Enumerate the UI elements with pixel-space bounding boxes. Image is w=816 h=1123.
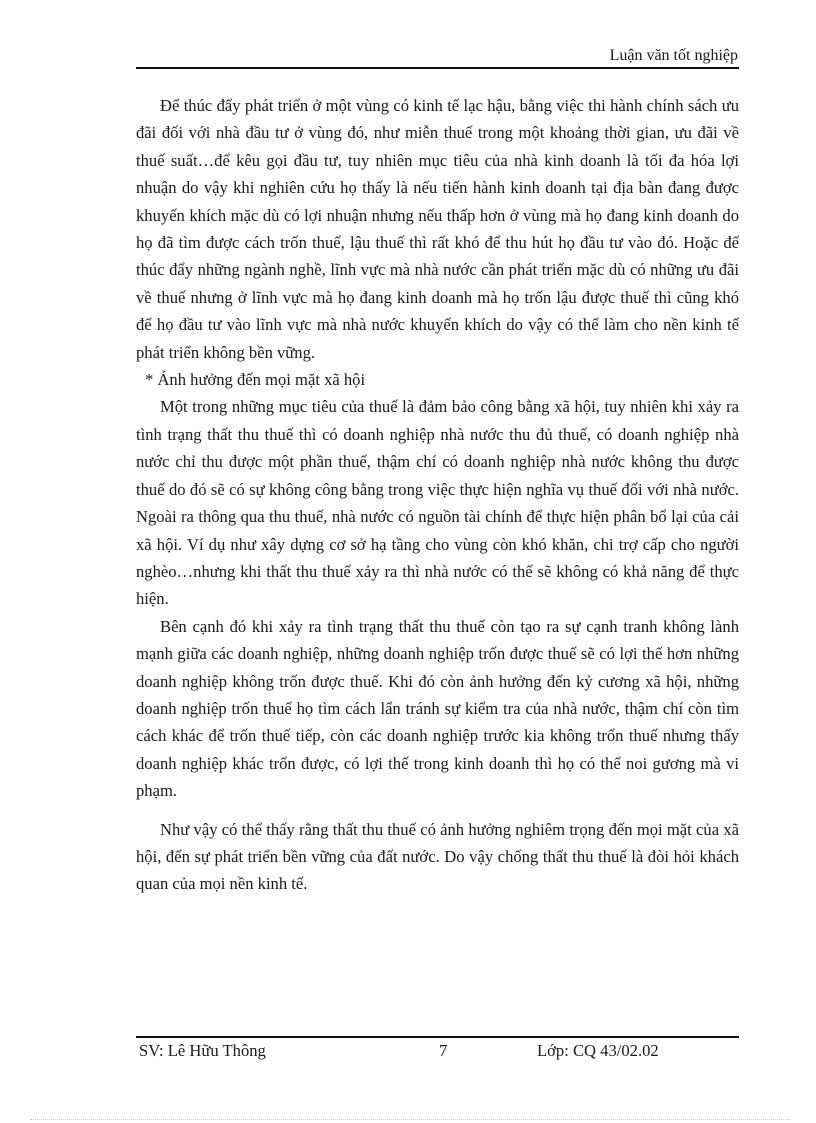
page-bottom-border bbox=[30, 1119, 790, 1120]
paragraph-social-equity: Một trong những mục tiêu của thuế là đảm bảo công bằng xã hội, tuy nhiên khi xảy ra tình trạng thất thu thuế thì có doanh nghiệp nhà nước thu đủ thuế, có doanh nghiệp nhà nước chỉ thu được một phần thuế, thậm chí có doanh nghiệp nhà nước không thu được thuế do đó sẽ có sự không công bằng trong việc thực hiện nghĩa vụ thuế đối với nhà nước. Ngoài ra thông qua thu thuế, nhà nước có nguồn tài chính để thực hiện phân bổ lại của cải xã hội. Ví dụ như xây dựng cơ sở hạ tầng cho vùng còn khó khăn, chi trợ cấp cho người nghèo…nhưng khi thất thu thuế xảy ra thì nhà nước có thể sẽ không có khả năng để thực hiện. bbox=[136, 397, 739, 609]
paragraph-unfair-competition: Bên cạnh đó khi xảy ra tình trạng thất thu thuế còn tạo ra sự cạnh tranh không lành mạnh giữa các doanh nghiệp, những doanh nghiệp trốn được thuế sẽ có lợi thế hơn những doanh nghiệp không trốn được thuế. Khi đó còn ảnh hưởng đến kỷ cương xã hội, những doanh nghiệp trốn thuế họ tìm cách lẩn tránh sự kiểm tra của nhà nước, thậm chí còn tìm cách khác để trốn thuế tiếp, còn các doanh nghiệp trước kia không trốn thuế nhưng thấy doanh nghiệp khác trốn được, có lợi thế trong kinh doanh thì họ có thể noi gương mà vi phạm. bbox=[136, 616, 739, 801]
paragraph-conclusion: Như vậy có thể thấy rằng thất thu thuế có ảnh hưởng nghiêm trọng đến mọi mặt của xã hội, đến sự phát triển bền vững của đất nước. Do vậy chống thất thu thuế là đòi hỏi khách quan của mọi nền kinh tế. bbox=[136, 819, 739, 894]
header-title: Luận văn tốt nghiệp bbox=[609, 47, 738, 64]
footer bbox=[136, 1041, 739, 1063]
paragraph-investment-incentives: Để thúc đẩy phát triển ở một vùng có kinh tế lạc hậu, bằng việc thi hành chính sách ưu đãi đối với nhà đầu tư ở vùng đó, như miễn thuế trong một khoảng thời gian, ưu đãi về thuế suất…để kêu gọi đầu tư, tuy nhiên mục tiêu của nhà kinh doanh là tối đa hóa lợi nhuận do vậy khi nghiên cứu họ thấy là nếu tiến hành kinh doanh tại địa bàn đang được khuyến khích mặc dù có lợi nhuận nhưng nếu thấp hơn ở vùng mà họ đang kinh doanh do họ đã tìm được cách trốn thuế, lậu thuế thì rất khó để thu hút họ đầu tư vào đó. Hoặc để thúc đẩy những ngành nghề, lĩnh vực mà nhà nước cần phát triển mặc dù có những ưu đãi về thuế nhưng ở lĩnh vực mà họ đang kinh doanh mà họ trốn lậu được thuế thì cũng khó để họ đầu tư vào lĩnh vực mà nhà nước khuyến khích do vậy có thể làm cho nền kinh tế phát triển không bền vững. bbox=[136, 96, 739, 362]
footer-student: SV: Lê Hữu Thông bbox=[139, 1041, 266, 1060]
page-number: 7 bbox=[439, 1041, 448, 1060]
footer-rule bbox=[136, 1036, 739, 1038]
body-text bbox=[136, 92, 739, 898]
section-subheading: * Ảnh hưởng đến mọi mặt xã hội bbox=[145, 370, 366, 390]
header-rule bbox=[136, 67, 739, 69]
footer-class: Lớp: CQ 43/02.02 bbox=[537, 1041, 659, 1060]
